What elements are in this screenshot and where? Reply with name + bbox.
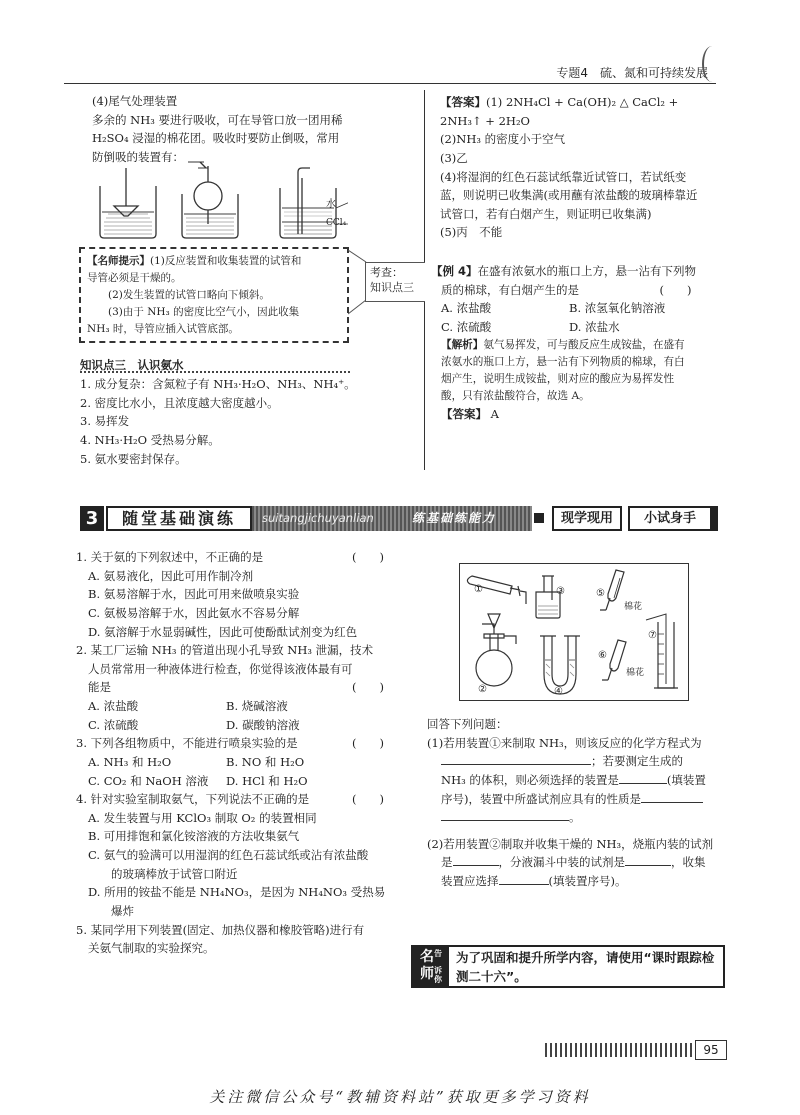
option: 的玻璃棒放于试管口附近 [88, 866, 238, 881]
apparatus-figure [459, 563, 689, 701]
question-line: ，分液漏斗中装的试剂是 [498, 855, 625, 870]
answer-section [440, 93, 730, 242]
tip-line: (3)由于 NH₃ 的密度比空气小，因此收集 [87, 306, 300, 318]
apparatus-label-2: ② [478, 684, 487, 695]
apparatus-label-5: ⑤ [596, 588, 605, 599]
answer-paren: ( ) [352, 680, 384, 695]
tag-line: 考查： [370, 266, 403, 279]
banner-square [534, 513, 544, 523]
question-line: NH₃ 的体积，则必须选择的装置是 [441, 772, 619, 787]
answer-blank[interactable] [453, 853, 499, 866]
banner-box-1: 现学现用 [552, 506, 622, 531]
list-item: 2. 密度比水小，且浓度越大密度越小。 [80, 395, 279, 410]
answer-blank[interactable] [441, 808, 569, 821]
anti-suckback-apparatus-figure [88, 158, 348, 242]
answer-line: 试管口，若有白烟产生，则证明已收集满) [440, 206, 652, 221]
apparatus-label-4: ④ [554, 686, 563, 697]
option: C. 氨极易溶解于水，因此氨水不容易分解 [88, 605, 300, 620]
answer-blank[interactable] [641, 790, 703, 803]
option: A. NH₃ 和 H₂O [88, 754, 172, 769]
option: A. 浓盐酸 [88, 699, 139, 713]
tail-gas-title: (4)尾气处理装置 [92, 94, 178, 108]
tip-line: NH₃ 时，导管应插入试管底部。 [87, 323, 239, 335]
apparatus-label-1: ① [474, 584, 483, 595]
tail-gas-line: 防倒吸的装置有： [92, 149, 184, 164]
question-line: 序号)，装置中所盛试剂应具有的性质是 [441, 791, 641, 806]
answer-label: 【答案】 [440, 95, 486, 109]
analysis-label: 【解析】 [441, 338, 484, 351]
page-number-stripes [545, 1043, 695, 1057]
section-title: 随堂基础演练 [106, 506, 252, 531]
question-stem: 1. 关于氨的下列叙述中，不正确的是 [76, 550, 264, 564]
apparatus-label-7: ⑦ [648, 630, 657, 641]
option: A. 发生装置与用 KClO₃ 制取 O₂ 的装置相同 [88, 810, 317, 825]
icon-char: 师 [420, 966, 434, 982]
header-decoration [702, 46, 722, 82]
answer-line: (4)将湿润的红色石蕊试纸靠近试管口，若试纸变 [440, 169, 687, 184]
answer-value: A [490, 407, 499, 422]
question-line: ，收集 [671, 855, 706, 870]
section-pinyin: suitangjichuyanlian [262, 511, 374, 525]
apparatus-label-6: ⑥ [598, 650, 607, 661]
answer-blank[interactable] [619, 771, 667, 784]
question-stem: 4. 针对实验室制取氨气，下列说法不正确的是 [76, 792, 310, 807]
banner-box-2: 小试身手 [628, 506, 712, 531]
banner-end-bar [712, 506, 718, 531]
question-stem: 能是 [88, 680, 111, 695]
section-slogan: 练基础练能力 [412, 511, 497, 525]
option: C. 浓硫酸 [441, 319, 492, 334]
answer-label: 【答案】 [441, 407, 487, 422]
section-divider [80, 371, 350, 373]
answer-line: (3)乙 [440, 150, 468, 165]
answer-paren: ( ) [352, 792, 384, 807]
footer-note: 关注微信公众号“教辅资料站”获取更多学习资料 [209, 1088, 591, 1106]
option: C. 浓硫酸 [88, 717, 139, 732]
list-item: 4. NH₃·H₂O 受热易分解。 [80, 432, 220, 447]
list-item: 3. 易挥发 [80, 414, 130, 429]
answer-paren: ( ) [352, 550, 384, 564]
answer-blank[interactable] [441, 752, 591, 765]
tag-line: 知识点三 [370, 281, 414, 295]
teacher-note-icon [413, 947, 449, 986]
option: B. 烧碱溶液 [226, 699, 288, 713]
intro-line: 回答下列问题： [427, 717, 508, 731]
tip-line: 导管必须是干燥的。 [87, 272, 182, 284]
kp3-list [80, 375, 360, 468]
example-4 [431, 262, 731, 424]
option: A. 浓盐酸 [441, 301, 492, 316]
list-item: 5. 氨水要密封保存。 [80, 451, 187, 466]
teacher-tip-box [79, 247, 349, 343]
teacher-note-text: 为了巩固和提升所学内容，请使用“课时跟踪检测二十六”。 [456, 950, 715, 985]
question-line: 装置应选择 [441, 874, 499, 888]
icon-char-small: 诉你 [434, 965, 442, 984]
knowledge-point-3-title: 知识点三 认识氨水 [80, 358, 184, 372]
water-label: 水 [326, 199, 336, 210]
question-list [76, 548, 396, 958]
header-rule [64, 83, 716, 84]
spacer [427, 827, 727, 835]
question-stem: 关氨气制取的实验探究。 [88, 941, 215, 956]
answer-paren: ( ) [352, 736, 384, 751]
tail-gas-line: H₂SO₄ 浸湿的棉花团。吸收时要防止倒吸，常用 [92, 131, 340, 146]
option: B. 氨易溶解于水，因此可用来做喷泉实验 [88, 587, 300, 602]
answer-questions [427, 715, 727, 891]
option: B. 可用排饱和氯化铵溶液的方法收集氨气 [88, 829, 300, 844]
analysis-line: 氨气易挥发，可与酸反应生成铵盐，在盛有 [483, 338, 685, 351]
icon-char: 名 [420, 949, 434, 965]
question-stem: 2. 某工厂运输 NH₃ 的管道出现小孔导致 NH₃ 泄漏，技术 [76, 643, 374, 658]
option: C. CO₂ 和 NaOH 溶液 [88, 773, 209, 788]
tail-gas-line: 多余的 NH₃ 要进行吸收，可在导管口放一团用稀 [92, 112, 343, 127]
answer-line: (2)NH₃ 的密度小于空气 [440, 132, 566, 147]
example-line: 在盛有浓氨水的瓶口上方，悬一沾有下列物 [477, 264, 697, 278]
option: D. 所用的铵盐不能是 NH₄NO₃，是因为 NH₄NO₃ 受热易 [88, 885, 386, 900]
answer-blank[interactable] [625, 853, 671, 866]
ccl4-label: CCl₄ [326, 218, 347, 228]
analysis-line: 烟产生，说明生成铵盐，则对应的酸应为易挥发性 [441, 372, 675, 385]
question-stem: 3. 下列各组物质中，不能进行喷泉实验的是 [76, 736, 298, 751]
question-line: 是 [441, 855, 453, 870]
example-label: 【例 4】 [431, 264, 478, 278]
option: 爆炸 [88, 903, 134, 918]
question-line: 。 [569, 810, 581, 825]
cotton-label: 棉花 [626, 668, 645, 678]
option: B. NO 和 H₂O [226, 754, 305, 769]
tip-line: (2)发生装置的试管口略向下倾斜。 [87, 289, 270, 301]
answer-line: 蓝，则说明已收集满(或用蘸有浓盐酸的玻璃棒靠近 [440, 188, 698, 203]
analysis-line: 浓氨水的瓶口上方，悬一沾有下列物质的棉球，有白 [441, 355, 685, 368]
cotton-label: 棉花 [624, 602, 643, 612]
tip-label: 【名师提示】 [87, 255, 150, 267]
question-stem: 5. 某同学用下列装置(固定、加热仪器和橡胶管略)进行有 [76, 922, 365, 937]
example-line: 质的棉球，有白烟产生的是 ( ) [441, 282, 692, 297]
question-line: (1)若用装置①来制取 NH₃，则该反应的化学方程式为 [427, 735, 702, 750]
apparatus-label-3: ③ [556, 586, 565, 597]
option: D. HCl 和 H₂O [226, 773, 308, 788]
answer-line: (5)丙 不能 [440, 225, 503, 240]
section-number: 3 [80, 506, 104, 531]
option: D. 浓盐水 [569, 319, 620, 334]
icon-char-small: 告 [434, 948, 442, 958]
option: A. 氨易液化，因此可用作制冷剂 [88, 568, 254, 583]
answer-line: (1) 2NH₄Cl + Ca(OH)₂ △ CaCl₂ + [486, 95, 679, 109]
page-number: 95 [695, 1040, 727, 1060]
question-stem: 人员常常用一种液体进行检查，你觉得该液体最有可 [88, 661, 353, 676]
option: C. 氨气的验满可以用湿润的红色石蕊试纸或沾有浓盐酸 [88, 848, 369, 862]
exam-point-tag [365, 262, 425, 302]
tip-line: (1)反应装置和收集装置的试管和 [150, 255, 302, 267]
list-item: 1. 成分复杂：含氮粒子有 NH₃·H₂O、NH₃、NH₄⁺。 [80, 377, 356, 391]
page-header-title: 专题4 硫、氮和可持续发展 [556, 66, 708, 80]
option: D. 碳酸钠溶液 [226, 717, 300, 732]
option: B. 浓氢氧化钠溶液 [569, 301, 666, 316]
question-line: (填装置 [666, 772, 706, 787]
tail-gas-section [92, 92, 354, 167]
analysis-line: 酸，只有浓盐酸符合，故选 A。 [441, 389, 590, 402]
option: D. 氨溶解于水显弱碱性，因此可使酚酞试剂变为红色 [88, 624, 358, 639]
question-line: (填装置序号)。 [548, 874, 627, 888]
answer-line: 2NH₃↑ + 2H₂O [440, 113, 530, 128]
question-line: (2)若用装置②制取并收集干燥的 NH₃，烧瓶内装的试剂 [427, 836, 714, 851]
question-line: ；若要测定生成的 [591, 754, 683, 769]
answer-blank[interactable] [499, 872, 549, 885]
